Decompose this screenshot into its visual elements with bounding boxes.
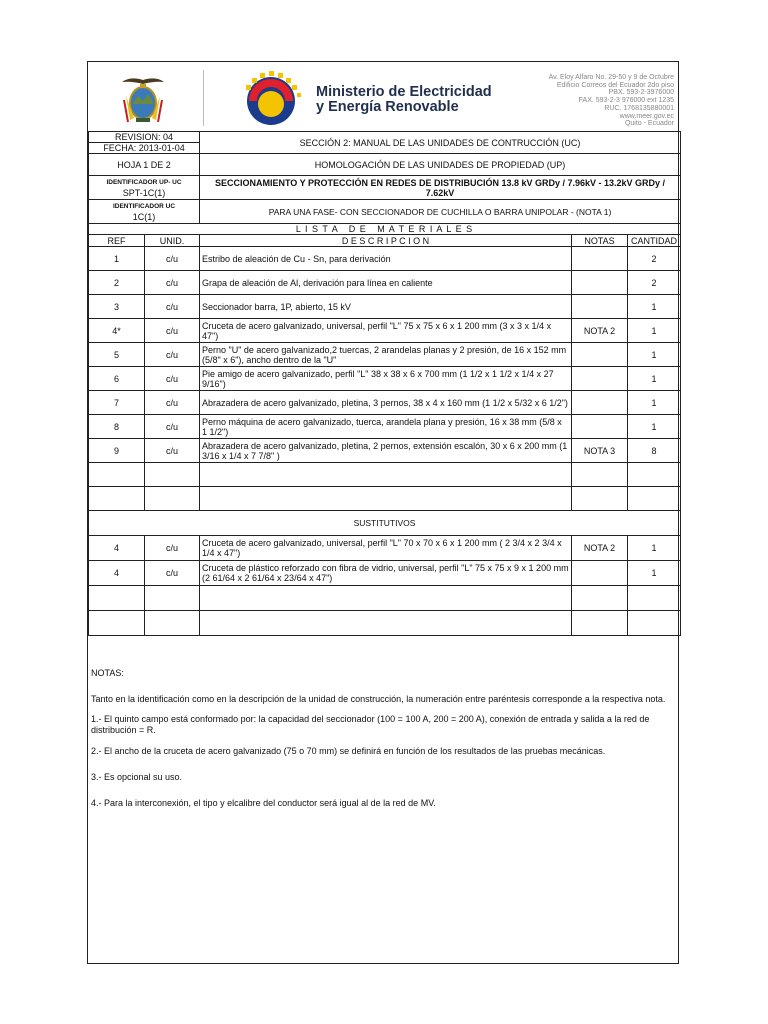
- cantidad-cell: 1: [628, 367, 681, 391]
- unid-cell: c/u: [145, 271, 200, 295]
- notes-intro: Tanto en la identificación como en la descripción de la unidad de construcción, la numeración entre paréntesis corresponde a la respectiva nota.: [91, 694, 666, 704]
- unid-cell: c/u: [145, 295, 200, 319]
- column-header-unid: UNID.: [145, 235, 200, 247]
- fase-title: PARA UNA FASE- CON SECCIONADOR DE CUCHILLA O BARRA UNIPOLAR - (NOTA 1): [200, 200, 681, 224]
- table-row: [89, 271, 681, 295]
- note-2: 2.- El ancho de la cruceta de acero galvanizado (75 o 70 mm) se definirá en función de los resultados de las pruebas mecánicas.: [91, 746, 606, 756]
- cantidad-cell: 2: [628, 271, 681, 295]
- column-header-descripcion: D E S C R I P C I O N: [200, 235, 572, 247]
- empty-cell: [628, 463, 681, 487]
- unid-cell: c/u: [145, 415, 200, 439]
- notas-cell: [572, 271, 628, 295]
- notas-cell: [572, 561, 628, 586]
- descripcion-cell: Pie amigo de acero galvanizado, perfil "L" 38 x 38 x 6 x 700 mm (1 1/2 x 1 1/2 x 1/4 x 27 9/16"): [200, 367, 572, 391]
- table-row: [89, 439, 681, 463]
- empty-cell: [200, 611, 572, 636]
- materials-rows: [89, 247, 681, 463]
- cantidad-cell: 1: [628, 391, 681, 415]
- unid-cell: c/u: [145, 319, 200, 343]
- identificador-up-cell: [89, 176, 200, 200]
- empty-cell: [89, 487, 145, 511]
- empty-cell: [145, 586, 200, 611]
- empty-cell: [200, 586, 572, 611]
- address-line: www.meer.gov.ec: [619, 112, 674, 120]
- table-row: [89, 319, 681, 343]
- ministry-name: [316, 85, 492, 115]
- header-divider: [203, 70, 204, 126]
- empty-cell: [145, 611, 200, 636]
- descripcion-cell: Cruceta de plástico reforzado con fibra de vidrio, universal, perfil "L" 75 x 75 x 9 x 1 200 mm (2 61/64 x 2 61/64 x 23/64 x 47"): [200, 561, 572, 586]
- descripcion-cell: Cruceta de acero galvanizado, universal, perfil "L" 70 x 70 x 6 x 1 200 mm ( 2 3/4 x 2 3/4 x 1/4 x 47"): [200, 536, 572, 561]
- ref-cell: 4: [89, 561, 145, 586]
- ref-cell: 4*: [89, 319, 145, 343]
- hoja-cell: HOJA 1 DE 2: [89, 154, 200, 176]
- table-row: [89, 487, 681, 511]
- empty-cell: [628, 487, 681, 511]
- address-line: Quito - Ecuador: [624, 120, 674, 128]
- table-row: [89, 536, 681, 561]
- homologacion-title: HOMOLOGACIÓN DE LAS UNIDADES DE PROPIEDAD (UP): [200, 154, 681, 176]
- unid-cell: c/u: [145, 343, 200, 367]
- seccionamiento-title: SECCIONAMIENTO Y PROTECCIÓN EN REDES DE DISTRIBUCIÓN 13.8 kV GRDy / 7.96kV - 13.2kV GRDy / 7.62kV: [200, 176, 681, 200]
- identificador-up-label: IDENTIFICADOR UP- UC: [106, 178, 182, 186]
- revision-cell: REVISION: 04: [89, 132, 200, 143]
- notas-cell: NOTA 2: [572, 536, 628, 561]
- sustitutivos-title: SUSTITUTIVOS: [89, 511, 681, 536]
- unid-cell: c/u: [145, 391, 200, 415]
- notas-cell: [572, 367, 628, 391]
- empty-cell: [572, 611, 628, 636]
- unid-cell: c/u: [145, 561, 200, 586]
- empty-cell: [89, 586, 145, 611]
- empty-cell: [572, 586, 628, 611]
- document-header: [88, 62, 678, 130]
- cantidad-cell: 1: [628, 536, 681, 561]
- empty-cell: [145, 463, 200, 487]
- cantidad-cell: 1: [628, 415, 681, 439]
- identificador-uc-value: 1C(1): [132, 211, 156, 222]
- descripcion-cell: Abrazadera de acero galvanizado, pletina, 2 pernos, extensión escalón, 30 x 6 x 200 mm (1 3/16 x 1/4 x 7 7/8" ): [200, 439, 572, 463]
- unid-cell: c/u: [145, 247, 200, 271]
- cantidad-cell: 1: [628, 343, 681, 367]
- table-row: [89, 391, 681, 415]
- materials-table: [88, 131, 681, 636]
- identificador-uc-label: IDENTIFICADOR UC: [112, 202, 176, 210]
- note-4: 4.- Para la interconexión, el tipo y elcalibre del conductor será igual al de la red de MV.: [91, 798, 436, 808]
- ministry-name-line2: y Energía Renovable: [316, 99, 459, 115]
- ref-cell: 5: [89, 343, 145, 367]
- table-row: [89, 247, 681, 271]
- address-line: Av. Eloy Alfaro No. 29-50 y 9 de Octubre: [548, 74, 674, 81]
- cantidad-cell: 1: [628, 295, 681, 319]
- table-row: [89, 561, 681, 586]
- address-line: Edificio Correos del Ecuador 2do piso: [556, 81, 674, 89]
- note-3: 3.- Es opcional su uso.: [91, 772, 183, 782]
- table-row: [89, 415, 681, 439]
- cantidad-cell: 2: [628, 247, 681, 271]
- address-line: RUC. 1768135880001: [604, 104, 674, 112]
- column-header-cantidad: CANTIDAD: [628, 235, 681, 247]
- empty-cell: [89, 463, 145, 487]
- identificador-up-value: SPT-1C(1): [122, 187, 166, 198]
- ref-cell: 6: [89, 367, 145, 391]
- empty-cell: [628, 586, 681, 611]
- note-1: 1.- El quinto campo está conformado por: la capacidad del seccionador (100 = 100 A, 200 = 200 A), conexión de entrada y salida a la red de distribución = R.: [91, 714, 650, 735]
- ref-cell: 1: [89, 247, 145, 271]
- notas-cell: [572, 415, 628, 439]
- ref-cell: 7: [89, 391, 145, 415]
- empty-cell: [200, 487, 572, 511]
- unid-cell: c/u: [145, 536, 200, 561]
- ref-cell: 4: [89, 536, 145, 561]
- empty-cell: [200, 463, 572, 487]
- table-row: [89, 295, 681, 319]
- section-title: SECCIÓN 2: MANUAL DE LAS UNIDADES DE CONTRUCCIÓN (UC): [200, 132, 681, 154]
- ministry-name-line1: Ministerio de Electricidad: [316, 84, 492, 100]
- notas-cell: [572, 343, 628, 367]
- address-line: PBX. 593-2-3976000: [608, 89, 674, 97]
- cantidad-cell: 1: [628, 319, 681, 343]
- fecha-cell: FECHA: 2013-01-04: [89, 143, 200, 154]
- empty-cell: [572, 487, 628, 511]
- descripcion-cell: Seccionador barra, 1P, abierto, 15 kV: [200, 295, 572, 319]
- ref-cell: 9: [89, 439, 145, 463]
- notas-cell: [572, 247, 628, 271]
- table-row: [89, 343, 681, 367]
- identificador-uc-cell: [89, 200, 200, 224]
- table-row: [89, 611, 681, 636]
- ref-cell: 2: [89, 271, 145, 295]
- empty-cell: [145, 487, 200, 511]
- descripcion-cell: Estribo de aleación de Cu - Sn, para derivación: [200, 247, 572, 271]
- column-header-notas: NOTAS: [572, 235, 628, 247]
- column-header-ref: REF: [89, 235, 145, 247]
- notas-cell: [572, 295, 628, 319]
- notes-title: NOTAS:: [91, 668, 124, 678]
- ministry-logo-icon: [238, 71, 308, 131]
- descripcion-cell: Perno "U" de acero galvanizado,2 tuercas, 2 arandelas planas y 2 presión, de 16 x 152 mm (5/8" x 6"), ancho dentro de la "U": [200, 343, 572, 367]
- descripcion-cell: Abrazadera de acero galvanizado, pletina, 3 pernos, 38 x 4 x 160 mm (1 1/2 x 5/32 x 6 1/2"): [200, 391, 572, 415]
- empty-cell: [572, 463, 628, 487]
- descripcion-cell: Cruceta de acero galvanizado, universal, perfil "L" 75 x 75 x 6 x 1 200 mm (3 x 3 x 1/4 x 47"): [200, 319, 572, 343]
- ecuador-coat-of-arms-icon: [116, 74, 170, 126]
- table-row: [89, 463, 681, 487]
- notas-cell: NOTA 3: [572, 439, 628, 463]
- notas-cell: [572, 391, 628, 415]
- empty-cell: [89, 611, 145, 636]
- cantidad-cell: 1: [628, 561, 681, 586]
- document-frame: [87, 61, 679, 964]
- descripcion-cell: Grapa de aleación de Al, derivación para línea en caliente: [200, 271, 572, 295]
- address-line: FAX. 593-2-3 976000 ext 1235: [578, 97, 674, 105]
- table-row: [89, 367, 681, 391]
- table-row: [89, 586, 681, 611]
- sustitutivos-rows: [89, 536, 681, 586]
- lista-materiales-title: L I S T A D E M A T E R I A L E S: [89, 224, 681, 235]
- ref-cell: 3: [89, 295, 145, 319]
- ref-cell: 8: [89, 415, 145, 439]
- unid-cell: c/u: [145, 367, 200, 391]
- notas-cell: NOTA 2: [572, 319, 628, 343]
- cantidad-cell: 8: [628, 439, 681, 463]
- unid-cell: c/u: [145, 439, 200, 463]
- empty-cell: [628, 611, 681, 636]
- descripcion-cell: Perno máquina de acero galvanizado, tuerca, arandela plana y presión, 16 x 38 mm (5/8 x 1 1/2"): [200, 415, 572, 439]
- ministry-address: [549, 74, 674, 128]
